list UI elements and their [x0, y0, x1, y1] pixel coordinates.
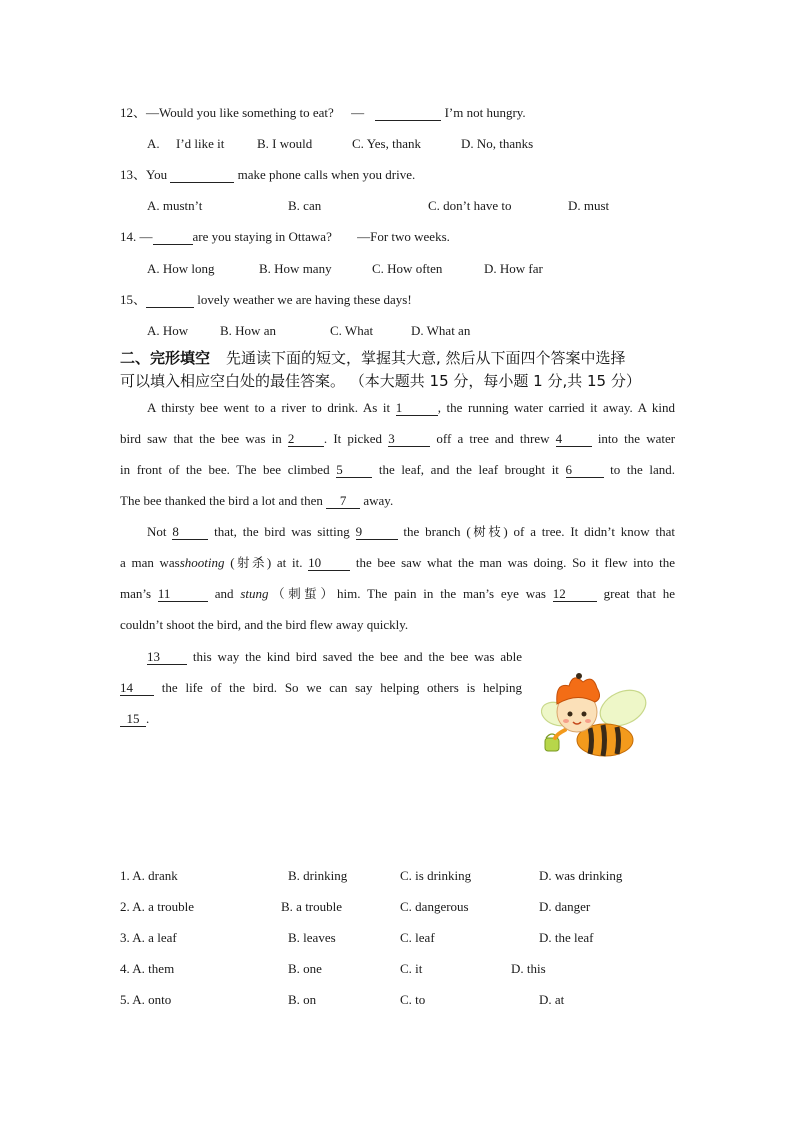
passage-paragraph-1: A thirsty bee went to a river to drink. As it 1 , the running water carried it away. A kind bird saw that the bee was in 2 . It picked 3 off a tree and threw 4 into the water in front of the bee. The bee climbed 5 the leaf, and the leaf brought it 6 to the land. The bee thanked the bird a lot and then 7 away.: [120, 400, 676, 508]
answer-row-3: 3. A. a leaf: [120, 930, 177, 945]
cloze-blank-7[interactable]: 7: [326, 494, 360, 509]
question-13: [120, 166, 415, 184]
question-number: 15、: [120, 292, 147, 307]
cloze-blank-5[interactable]: 5: [336, 463, 372, 478]
cloze-blank-12[interactable]: 12: [553, 587, 597, 602]
option-d: D. this: [511, 961, 546, 976]
question-text: are you staying in Ottawa?: [192, 229, 332, 244]
question-text: —Would you like something to eat?: [146, 105, 334, 120]
option-a: A. How: [147, 323, 189, 338]
option-b: B. How many: [259, 261, 332, 276]
option-d: D. at: [539, 992, 565, 1007]
option-c: C. dangerous: [400, 899, 469, 914]
passage-paragraph-2: Not 8 that, the bird was sitting 9 the branch (树枝) of a tree. It didn’t know that a man wasshooting (射杀) at it. 10 the bee saw what the man was doing. So it flew into the man’s 11 and stung（刺蜇）him. The pain in the man’s eye was 12 great that he couldn’t shoot the bird, and the bird flew away quickly.: [120, 524, 676, 632]
passage-paragraph-3: 13 this way the kind bird saved the bee and the bee was able 14 the life of the bird. So we can say helping others is helping 15 .: [120, 649, 523, 726]
option-d: D. How far: [484, 261, 543, 276]
question-text: make phone calls when you drive.: [237, 167, 416, 182]
answer-row-2: 2. A. a trouble: [120, 899, 195, 914]
option-d: D. What an: [411, 323, 471, 338]
answer-row-1: 1. A. drank: [120, 868, 178, 883]
section-instructions: 先通读下面的短文，掌握其大意, 然后从下面四个答案中选择: [226, 349, 626, 367]
question-text: I’m not hungry.: [444, 105, 526, 120]
question-15: [120, 291, 412, 309]
answer-row-4: 4. A. them: [120, 961, 175, 976]
option-c: C. Yes, thank: [352, 136, 421, 151]
cloze-blank-2[interactable]: 2: [288, 432, 324, 447]
option-b: B. I would: [257, 136, 313, 151]
question-number: 13、: [120, 167, 147, 182]
option-b: B. can: [288, 198, 322, 213]
option-b: B. leaves: [288, 930, 336, 945]
dash: —: [351, 105, 365, 120]
question-number: 14. —: [120, 229, 153, 244]
cloze-blank-13[interactable]: 13: [147, 650, 187, 665]
option-a-text: I’d like it: [176, 136, 225, 151]
option-b: B. on: [288, 992, 317, 1007]
cloze-blank-4[interactable]: 4: [556, 432, 592, 447]
option-c: C. leaf: [400, 930, 435, 945]
cloze-blank-8[interactable]: 8: [172, 525, 208, 540]
option-c: C. to: [400, 992, 426, 1007]
question-number: 12、: [120, 105, 147, 120]
option-c: C. it: [400, 961, 423, 976]
option-a: A. mustn’t: [147, 198, 203, 213]
question-text: You: [146, 167, 168, 182]
option-b: B. a trouble: [281, 899, 343, 914]
cloze-blank-10[interactable]: 10: [308, 556, 350, 571]
cloze-blank-6[interactable]: 6: [566, 463, 604, 478]
section-heading: 二、完形填空: [120, 349, 211, 367]
answer-row-5: 5. A. onto: [120, 992, 172, 1007]
question-12: [120, 104, 526, 122]
cloze-blank-3[interactable]: 3: [388, 432, 430, 447]
option-a: A. How long: [147, 261, 215, 276]
question-14: [120, 228, 450, 246]
option-d: D. must: [568, 198, 610, 213]
answer-blank[interactable]: [153, 230, 193, 245]
cloze-blank-1[interactable]: 1: [396, 401, 438, 416]
cloze-blank-14[interactable]: 14: [120, 681, 154, 696]
answer-blank[interactable]: [146, 293, 194, 308]
option-d: D. No, thanks: [461, 136, 534, 151]
option-b: B. How an: [220, 323, 276, 338]
option-d: D. danger: [539, 899, 591, 914]
option-d: D. the leaf: [539, 930, 594, 945]
option-b: B. one: [288, 961, 322, 976]
option-a: A.: [147, 136, 160, 151]
option-d: D. was drinking: [539, 868, 623, 883]
option-c: C. What: [330, 323, 374, 338]
option-b: B. drinking: [288, 868, 348, 883]
question-text: lovely weather we are having these days!: [197, 292, 412, 307]
option-c: C. How often: [372, 261, 443, 276]
answer-blank[interactable]: [375, 106, 441, 121]
cloze-blank-9[interactable]: 9: [356, 525, 398, 540]
bee-cartoon-icon: [535, 668, 653, 762]
option-c: C. don’t have to: [428, 198, 512, 213]
cloze-blank-15[interactable]: 15: [120, 712, 146, 727]
answer-blank[interactable]: [170, 168, 234, 183]
cloze-blank-11[interactable]: 11: [158, 587, 208, 602]
option-c: C. is drinking: [400, 868, 472, 883]
question-text: —For two weeks.: [357, 229, 450, 244]
section-instructions-line2: 可以填入相应空白处的最佳答案。 （本大题共 15 分，每小题 1 分,共 15 分）: [120, 372, 641, 390]
section-title: [120, 347, 626, 369]
